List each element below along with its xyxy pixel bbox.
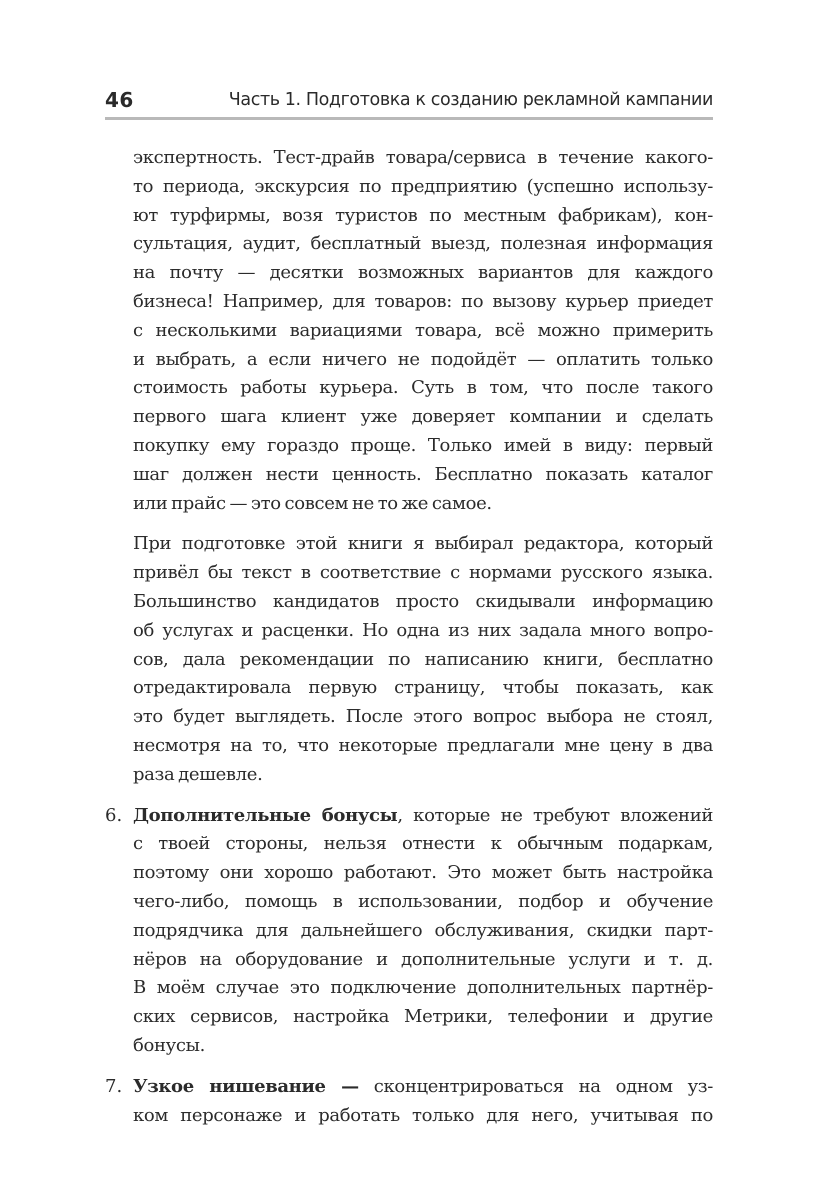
text-line: В моём случае это подключение дополнительных партнёр- (133, 977, 713, 999)
text-line: и выбрать, а если ничего не подойдёт — оплатить только (133, 348, 713, 370)
text-line: Большинство кандидатов просто скидывали информацию (133, 590, 713, 612)
paragraph-editor (133, 530, 713, 789)
page-number: 46 (105, 88, 134, 112)
text-line: нёров на оборудование и дополнительные услуги и т. д. (133, 948, 713, 970)
text-line: несмотря на то, что некоторые предлагали мне цену в два (133, 734, 713, 756)
text-line: сультация, аудит, бесплатный выезд, полезная информация (133, 233, 713, 255)
text-fragment: , которые не требуют вложений (397, 804, 714, 826)
text-line: бонусы. (133, 1034, 205, 1056)
text-line: ских сервисов, настройка Метрики, телефонии и другие (133, 1006, 713, 1028)
text-line: или прайс — это совсем не то же самое. (133, 492, 492, 514)
bold-term: Узкое нишевание — (133, 1075, 359, 1097)
list-item-bonuses (105, 802, 714, 1061)
header-rule (105, 117, 713, 120)
running-header (105, 88, 713, 116)
paragraph-gap (133, 1061, 713, 1073)
text-line: При подготовке этой книги я выбирал редактора, который (133, 533, 713, 555)
text-line: ют турфирмы, возя туристов по местным фабрикам), кон- (133, 204, 713, 226)
text-line: с несколькими вариациями товара, всё можно примерить (133, 319, 713, 341)
text-line (133, 1073, 713, 1102)
text-line: сов, дала рекомендации по написанию книги, бесплатно (133, 648, 713, 670)
text-line: на почту — десятки возможных вариантов для каждого (133, 262, 713, 284)
text-line: покупку ему гораздо проще. Только имей в виду: первый (133, 434, 713, 456)
text-line: это будет выглядеть. После этого вопрос выбора не стоял, (133, 706, 713, 728)
text-line (133, 802, 713, 831)
text-line: то периода, экскурсия по предприятию (успешно использу- (133, 175, 713, 197)
text-line: привёл бы текст в соответствие с нормами русского языка. (133, 562, 713, 584)
body-text (105, 144, 714, 1130)
text-fragment: сконцентрироваться на одном уз- (358, 1075, 714, 1097)
text-line: с твоей стороны, нельзя отнести к обычным подаркам, (133, 833, 713, 855)
paragraph-gap (133, 518, 713, 530)
paragraph-gap (133, 790, 713, 802)
text-line: ком персонаже и работать только для него, учитывая по (133, 1104, 713, 1126)
chapter-title: Часть 1. Подготовка к созданию рекламной кампании (228, 90, 713, 110)
text-line: экспертность. Тест-драйв товара/сервиса в течение какого- (133, 147, 713, 168)
text-line: шаг должен нести ценность. Бесплатно показать каталог (133, 463, 713, 485)
paragraph-expertise (133, 144, 713, 518)
text-line: стоимость работы курьера. Суть в том, что после такого (133, 377, 713, 399)
text-line: подрядчика для дальнейшего обслуживания, скидки парт- (133, 919, 713, 941)
text-line: первого шага клиент уже доверяет компании и сделать (133, 406, 713, 428)
text-line: раза дешевле. (133, 763, 263, 785)
text-line: чего-либо, помощь в использовании, подбор и обучение (133, 890, 713, 912)
list-number: 6. (105, 804, 123, 826)
list-number: 7. (105, 1075, 123, 1097)
bold-term: Дополнительные бонусы (133, 804, 398, 826)
text-line: отредактировала первую страницу, чтобы показать, как (133, 677, 713, 699)
text-line: об услугах и расценки. Но одна из них задала много вопро- (133, 619, 713, 641)
text-line: поэтому они хорошо работают. Это может быть настройка (133, 862, 713, 884)
text-line: бизнеса! Например, для товаров: по вызову курьер приедет (133, 290, 713, 312)
list-item-niche (105, 1073, 714, 1131)
